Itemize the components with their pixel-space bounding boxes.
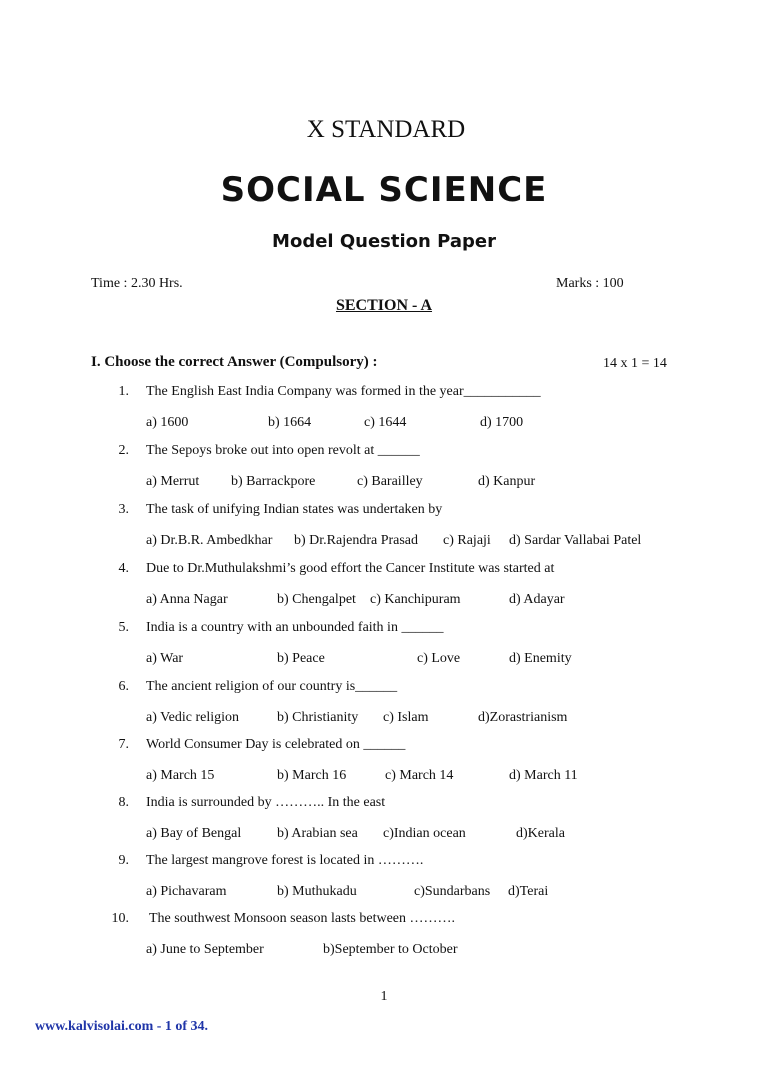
subject-title: SOCIAL SCIENCE <box>220 170 548 210</box>
answer-option: d) 1700 <box>480 415 524 430</box>
time-allowed: Time : 2.30 Hrs. <box>91 276 183 291</box>
question-text: World Consumer Day is celebrated on ______ <box>146 737 406 752</box>
answer-option: d)Zorastrianism <box>478 710 568 725</box>
question-text: The largest mangrove forest is located in ………. <box>146 853 424 868</box>
part-instruction: I. Choose the correct Answer (Compulsory) : <box>91 354 378 370</box>
answer-option: b) March 16 <box>277 768 347 783</box>
answer-option: a) June to September <box>146 942 264 957</box>
answer-option: a) Merrut <box>146 474 200 489</box>
answer-option: c)Indian ocean <box>383 826 466 841</box>
question-number: 7. <box>118 737 129 752</box>
answer-option: c) Barailley <box>357 474 423 489</box>
question-number: 3. <box>118 502 129 517</box>
answer-option: a) March 15 <box>146 768 215 783</box>
total-marks: Marks : 100 <box>556 276 624 291</box>
answer-option: a) War <box>146 651 184 666</box>
question-number: 1. <box>118 384 129 399</box>
answer-option: b)September to October <box>323 942 458 957</box>
question-number: 5. <box>118 620 129 635</box>
question-text: The Sepoys broke out into open revolt at ______ <box>146 443 420 458</box>
answer-option: c) Kanchipuram <box>370 592 461 607</box>
question-text: The southwest Monsoon season lasts between ………. <box>149 911 456 926</box>
answer-option: b) Peace <box>277 651 325 666</box>
answer-option: b) Dr.Rajendra Prasad <box>294 533 419 548</box>
question-text: India is surrounded by ……….. In the east <box>146 795 386 810</box>
answer-option: d)Terai <box>508 884 549 899</box>
answer-option: d)Kerala <box>516 826 565 841</box>
answer-option: c) Love <box>417 651 461 666</box>
question-number: 8. <box>118 795 129 810</box>
page-number: 1 <box>380 989 388 1004</box>
footer-link[interactable]: www.kalvisolai.com - 1 of 34. <box>35 1019 209 1034</box>
answer-option: a) Pichavaram <box>146 884 227 899</box>
answer-option: b) Christianity <box>277 710 359 725</box>
answer-option: b) Barrackpore <box>231 474 316 489</box>
answer-option: b) 1664 <box>268 415 312 430</box>
section-heading: SECTION - A <box>335 297 433 314</box>
answer-option: c) March 14 <box>385 768 454 783</box>
answer-option: a) Bay of Bengal <box>146 826 242 841</box>
question-text: The task of unifying Indian states was undertaken by <box>146 502 443 517</box>
paper-title: Model Question Paper <box>272 231 496 252</box>
answer-option: c) 1644 <box>364 415 407 430</box>
answer-option: c) Rajaji <box>443 533 491 548</box>
answer-option: d) Sardar Vallabai Patel <box>509 533 642 548</box>
answer-option: a) Dr.B.R. Ambedkhar <box>146 533 273 548</box>
answer-option: b) Arabian sea <box>277 826 358 841</box>
standard-heading: X STANDARD <box>306 116 466 143</box>
question-text: The English East India Company was formed in the year___________ <box>146 384 541 399</box>
answer-option: d) Adayar <box>509 592 565 607</box>
answer-option: a) Anna Nagar <box>146 592 228 607</box>
answer-option: a) Vedic religion <box>146 710 240 725</box>
answer-option: a) 1600 <box>146 415 189 430</box>
answer-option: b) Chengalpet <box>277 592 356 607</box>
answer-option: b) Muthukadu <box>277 884 357 899</box>
question-text: The ancient religion of our country is______ <box>146 679 398 694</box>
question-number: 2. <box>118 443 129 458</box>
question-text: India is a country with an unbounded faith in ______ <box>146 620 444 635</box>
question-number: 6. <box>118 679 129 694</box>
answer-option: d) Enemity <box>509 651 572 666</box>
question-number: 9. <box>118 853 129 868</box>
question-number: 4. <box>118 561 129 576</box>
answer-option: d) March 11 <box>509 768 578 783</box>
answer-option: c) Islam <box>383 710 429 725</box>
answer-option: d) Kanpur <box>478 474 536 489</box>
question-text: Due to Dr.Muthulakshmi’s good effort the Cancer Institute was started at <box>146 561 555 576</box>
question-number: 10. <box>111 911 129 926</box>
answer-option: c)Sundarbans <box>414 884 491 899</box>
part-score: 14 x 1 = 14 <box>603 356 667 371</box>
